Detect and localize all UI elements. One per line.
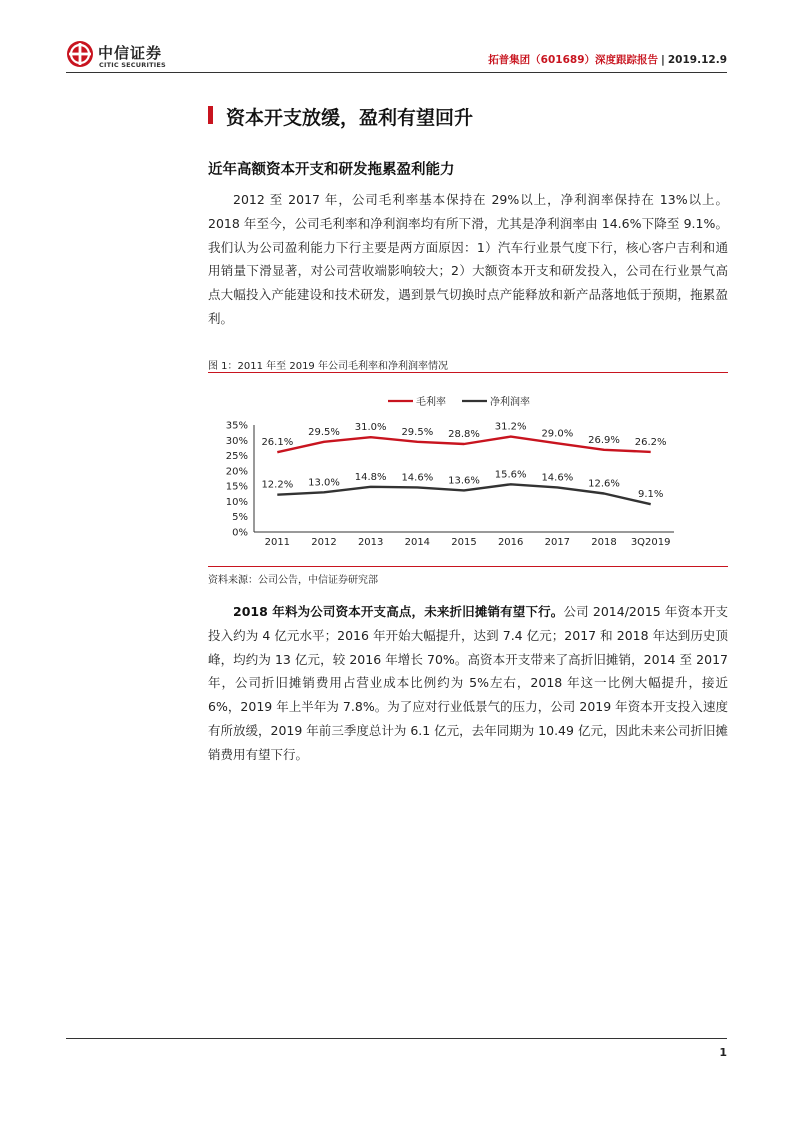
figure-source: 资料来源：公司公告，中信证券研究部: [208, 575, 378, 586]
y-tick-label: 35%: [225, 420, 248, 432]
gross-margin-data-label: 29.5%: [308, 426, 340, 438]
gross-margin-data-label: 26.1%: [261, 437, 294, 449]
legend-label-net: 净利润率: [490, 397, 530, 408]
x-tick-label: 2013: [357, 537, 384, 548]
chart-legend: [388, 395, 530, 408]
net-margin-data-label: 9.1%: [637, 489, 664, 501]
x-tick-label: 2015: [451, 537, 477, 548]
net-margin-data-label: 14.8%: [354, 471, 387, 483]
figure-top-rule: [208, 372, 728, 373]
footer-divider: [66, 1038, 727, 1039]
gross-margin-data-label: 29.5%: [401, 426, 434, 438]
net-margin-data-label: 13.6%: [448, 475, 480, 487]
y-tick-label: 10%: [225, 496, 248, 508]
figure-caption: 图 1：2011 年至 2019 年公司毛利率和净利润率情况: [208, 361, 448, 372]
report-date: 2019.12.9: [667, 54, 727, 66]
paragraph-1-text: 2012 至 2017 年，公司毛利率基本保持在 29%以上，净利润率保持在 13%以上。2018 年至今，公司毛利率和净利润率均有所下滑，尤其是净利润率由 14.6%下降至 9.1%。我们认为公司盈利能力下行主要是两方面原因：1）汽车行业景气度下行，核心客户吉利和通用销量下滑显著，对公司营收端影响较大；2）大额资本开支和研发投入，公司在行业景气高点大幅投入产能建设和技术研发，遇到景气切换时点产能释放和新产品落地低于预期，拖累盈利。: [208, 192, 728, 326]
gross-margin-data-label: 31.0%: [354, 422, 387, 434]
gross-margin-data-label: 26.2%: [634, 436, 667, 448]
x-tick-label: 2012: [311, 537, 337, 548]
company-logo: [66, 40, 176, 72]
section-title: [208, 103, 473, 130]
net-margin-data-label: 14.6%: [541, 472, 574, 484]
figure-bottom-rule: [208, 566, 728, 567]
paragraph-2-text: 公司 2014/2015 年资本开支投入约为 4 亿元水平；2016 年开始大幅提升，达到 7.4 亿元；2017 和 2018 年达到历史顶峰，均约为 13 亿元，较 2016 年增长 70%。高资本开支带来了高折旧摊销，2014 至 2017 年，公司折旧摊销费用占营业成本比例约为 5%左右，2018 年这一比例大幅提升，接近 6%，2019 年上半年为 7.8%。为了应对行业低景气的压力，公司 2019 年资本开支投入速度有所放缓，2019 年前三季度总计为 6.1 亿元，去年同期为 10.49 亿元，因此未来公司折旧摊销费用有望下行。: [208, 604, 728, 762]
y-tick-label: 0%: [232, 527, 248, 539]
x-tick-label: 2014: [404, 537, 431, 548]
logo-text-en: CITIC SECURITIES: [99, 61, 166, 69]
y-tick-label: 20%: [225, 466, 248, 478]
citic-logo-icon: [66, 40, 94, 68]
y-tick-label: 5%: [232, 512, 248, 524]
section-title-text: 资本开支放缓，盈利有望回升: [226, 107, 474, 129]
paragraph-2-lead: 2018 年料为公司资本开支高点，未来折旧摊销有望下行。: [233, 604, 564, 619]
paragraph-2: [208, 600, 728, 767]
y-tick-label: 30%: [225, 435, 248, 447]
margin-line-chart: [208, 380, 728, 562]
net-margin-data-label: 15.6%: [494, 469, 527, 481]
x-tick-label: 2011: [264, 537, 291, 548]
gross-margin-data-label: 26.9%: [588, 434, 620, 446]
report-header: [488, 52, 727, 67]
net-margin-data-label: 12.6%: [588, 478, 620, 490]
gross-margin-data-label: 28.8%: [448, 428, 480, 440]
net-margin-data-label: 14.6%: [401, 472, 434, 484]
header-divider: [66, 72, 727, 73]
report-title: 拓普集团（601689）深度跟踪报告: [488, 54, 659, 66]
x-tick-label: 2016: [497, 537, 524, 548]
x-tick-label: 2017: [544, 537, 571, 548]
logo-text-cn: 中信证券: [98, 44, 163, 62]
gross-margin-data-label: 29.0%: [541, 428, 574, 440]
x-tick-label: 2018: [591, 537, 617, 548]
net-margin-data-label: 13.0%: [308, 477, 340, 489]
y-tick-label: 15%: [225, 481, 248, 493]
x-tick-label: 3Q2019: [630, 537, 671, 548]
y-tick-label: 25%: [225, 451, 248, 463]
paragraph-1: [208, 188, 728, 331]
net-margin-data-label: 12.2%: [261, 479, 294, 491]
subsection-title: 近年高额资本开支和研发拖累盈利能力: [208, 162, 455, 178]
gross-margin-data-label: 31.2%: [494, 421, 527, 433]
page-number: 1: [719, 1046, 727, 1059]
header-separator: |: [661, 54, 665, 66]
legend-label-gross: 毛利率: [416, 397, 446, 408]
